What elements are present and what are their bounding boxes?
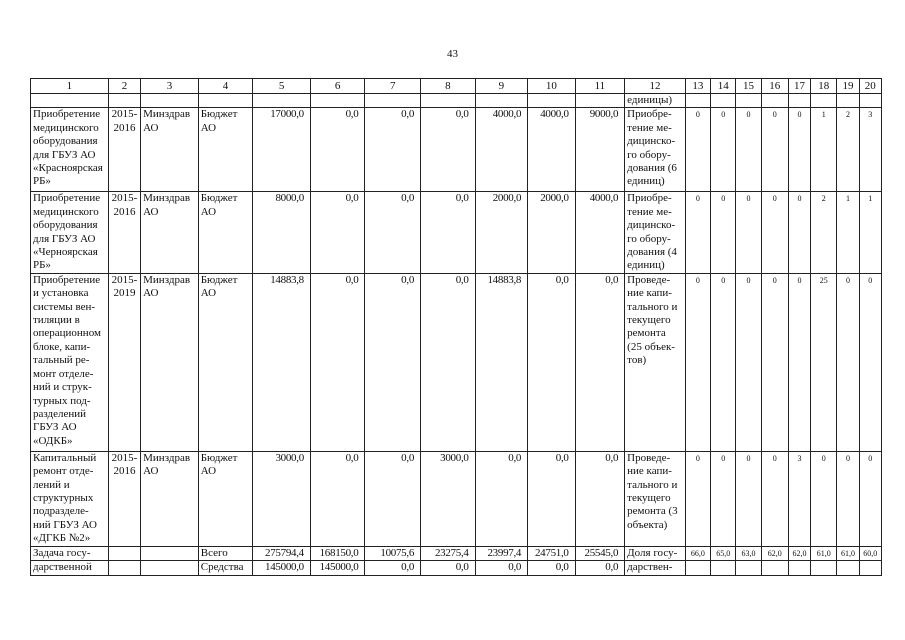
amount-cell: 275794,4: [253, 546, 311, 560]
amount-cell: 4000,0: [575, 192, 625, 273]
period: 2015- 2016: [108, 108, 140, 192]
column-number: 17: [788, 79, 810, 94]
indicator: Приобре- тение ме- дицинско- го обору- дования (6 единиц): [625, 108, 686, 192]
amount-cell: 9000,0: [575, 108, 625, 192]
column-number: 9: [475, 79, 528, 94]
target-value: 61,0: [811, 546, 837, 560]
indicator: Проведе- ние капи- тального и текущего ремонта (3 объекта): [625, 451, 686, 546]
amount-cell: 0,0: [475, 451, 528, 546]
executor: Минздрав АО: [141, 192, 199, 273]
target-value: 3: [859, 108, 881, 192]
target-value: 0: [859, 451, 881, 546]
amount-cell: 0,0: [575, 451, 625, 546]
target-value: 1: [837, 192, 859, 273]
empty-cell: [108, 561, 140, 575]
amount-cell: 145000,0: [253, 561, 311, 575]
table-row: [31, 273, 882, 451]
empty-cell: [859, 561, 881, 575]
column-number: 12: [625, 79, 686, 94]
amount-cell: 0,0: [365, 192, 421, 273]
activity-name: Приобретение медицинского оборудования для ГБУЗ АО «Красноярская РБ»: [31, 108, 109, 192]
target-value: 25: [811, 273, 837, 451]
target-value: 0: [837, 273, 859, 451]
page-number: 43: [447, 48, 458, 60]
empty-cell: [761, 561, 788, 575]
target-value: 0: [736, 451, 761, 546]
target-value: 0: [736, 108, 761, 192]
activity-name: Приобретение и установка системы вен- тиляции в операционном блоке, капи- тальный ре- монт отделе- ний и струк- турных под- разделений ГБУЗ АО «ОДКБ»: [31, 273, 109, 451]
column-number: 6: [310, 79, 365, 94]
column-number: 13: [685, 79, 710, 94]
empty-cell: [108, 546, 140, 560]
column-number: 5: [253, 79, 311, 94]
target-value: 0: [685, 192, 710, 273]
table-row: [31, 451, 882, 546]
column-number: 11: [575, 79, 625, 94]
target-value: 61,0: [837, 546, 859, 560]
table-row: [31, 192, 882, 273]
column-number: 1: [31, 79, 109, 94]
amount-cell: 0,0: [575, 561, 625, 575]
column-number: 18: [811, 79, 837, 94]
funding-source: Бюджет АО: [198, 108, 253, 192]
target-value: 63,0: [736, 546, 761, 560]
column-number: 3: [141, 79, 199, 94]
target-value: 0: [685, 451, 710, 546]
column-number: 7: [365, 79, 421, 94]
empty-cell: [788, 561, 810, 575]
empty-cell: [736, 561, 761, 575]
activity-name: Приобретение медицинского оборудования для ГБУЗ АО «Черноярская РБ»: [31, 192, 109, 273]
target-value: 0: [736, 192, 761, 273]
amount-cell: 24751,0: [528, 546, 576, 560]
column-number: 15: [736, 79, 761, 94]
target-value: 2: [811, 192, 837, 273]
empty-cell: [685, 561, 710, 575]
target-value: 0: [711, 451, 736, 546]
amount-cell: 0,0: [365, 273, 421, 451]
amount-cell: 0,0: [421, 273, 476, 451]
period: 2015- 2019: [108, 273, 140, 451]
period: 2015- 2016: [108, 192, 140, 273]
amount-cell: 0,0: [310, 192, 365, 273]
amount-cell: 0,0: [528, 451, 576, 546]
target-value: 0: [811, 451, 837, 546]
amount-cell: 0,0: [475, 561, 528, 575]
target-value: 3: [788, 451, 810, 546]
target-value: 0: [711, 108, 736, 192]
column-number: 20: [859, 79, 881, 94]
amount-cell: 0,0: [365, 451, 421, 546]
amount-cell: 0,0: [421, 192, 476, 273]
target-value: 65,0: [711, 546, 736, 560]
amount-cell: 8000,0: [253, 192, 311, 273]
empty-cell: [141, 546, 199, 560]
amount-cell: 3000,0: [421, 451, 476, 546]
amount-cell: 0,0: [575, 273, 625, 451]
continuation-text: единицы): [625, 94, 686, 108]
task-name: дарственной: [31, 561, 109, 575]
column-number: 16: [761, 79, 788, 94]
task-funds-row: [31, 561, 882, 575]
amount-cell: 0,0: [310, 108, 365, 192]
target-value: 0: [761, 451, 788, 546]
amount-cell: 14883,8: [475, 273, 528, 451]
indicator: дарствен-: [625, 561, 686, 575]
column-number: 4: [198, 79, 253, 94]
amount-cell: 4000,0: [528, 108, 576, 192]
column-number-row: [31, 79, 882, 94]
target-value: 60,0: [859, 546, 881, 560]
amount-cell: 0,0: [310, 273, 365, 451]
amount-cell: 17000,0: [253, 108, 311, 192]
amount-cell: 0,0: [310, 451, 365, 546]
amount-cell: 168150,0: [310, 546, 365, 560]
amount-cell: 0,0: [365, 561, 421, 575]
target-value: 0: [711, 192, 736, 273]
target-value: 0: [711, 273, 736, 451]
target-value: 0: [761, 108, 788, 192]
funding-source: Бюджет АО: [198, 192, 253, 273]
executor: Минздрав АО: [141, 273, 199, 451]
target-value: 1: [811, 108, 837, 192]
continuation-row: [31, 94, 882, 108]
empty-cell: [711, 561, 736, 575]
target-value: 0: [859, 273, 881, 451]
amount-cell: 23997,4: [475, 546, 528, 560]
amount-cell: 0,0: [421, 108, 476, 192]
target-value: 2: [837, 108, 859, 192]
column-number: 10: [528, 79, 576, 94]
funds-label: Средства: [198, 561, 253, 575]
funding-source: Бюджет АО: [198, 273, 253, 451]
amount-cell: 145000,0: [310, 561, 365, 575]
target-value: 1: [859, 192, 881, 273]
table-row: [31, 108, 882, 192]
amount-cell: 0,0: [365, 108, 421, 192]
amount-cell: 3000,0: [253, 451, 311, 546]
target-value: 62,0: [761, 546, 788, 560]
amount-cell: 23275,4: [421, 546, 476, 560]
target-value: 0: [837, 451, 859, 546]
column-number: 2: [108, 79, 140, 94]
target-value: 0: [685, 273, 710, 451]
amount-cell: 0,0: [421, 561, 476, 575]
amount-cell: 2000,0: [528, 192, 576, 273]
column-number: 14: [711, 79, 736, 94]
amount-cell: 4000,0: [475, 108, 528, 192]
target-value: 0: [685, 108, 710, 192]
empty-cell: [811, 561, 837, 575]
amount-cell: 2000,0: [475, 192, 528, 273]
target-value: 0: [736, 273, 761, 451]
column-number: 19: [837, 79, 859, 94]
total-label: Всего: [198, 546, 253, 560]
amount-cell: 25545,0: [575, 546, 625, 560]
funding-source: Бюджет АО: [198, 451, 253, 546]
target-value: 0: [761, 192, 788, 273]
task-total-row: [31, 546, 882, 560]
empty-cell: [141, 561, 199, 575]
program-table: [30, 78, 882, 576]
indicator: Проведе- ние капи- тального и текущего ремонта (25 объек- тов): [625, 273, 686, 451]
executor: Минздрав АО: [141, 451, 199, 546]
empty-cell: [837, 561, 859, 575]
task-name: Задача госу-: [31, 546, 109, 560]
target-value: 0: [788, 192, 810, 273]
target-value: 0: [761, 273, 788, 451]
target-value: 66,0: [685, 546, 710, 560]
executor: Минздрав АО: [141, 108, 199, 192]
activity-name: Капитальный ремонт отде- лений и структурных подразделе- ний ГБУЗ АО «ДГКБ №2»: [31, 451, 109, 546]
target-value: 0: [788, 273, 810, 451]
indicator: Приобре- тение ме- дицинско- го обору- дования (4 единиц): [625, 192, 686, 273]
column-number: 8: [421, 79, 476, 94]
amount-cell: 14883,8: [253, 273, 311, 451]
target-value: 62,0: [788, 546, 810, 560]
indicator: Доля госу-: [625, 546, 686, 560]
amount-cell: 10075,6: [365, 546, 421, 560]
period: 2015- 2016: [108, 451, 140, 546]
target-value: 0: [788, 108, 810, 192]
amount-cell: 0,0: [528, 561, 576, 575]
amount-cell: 0,0: [528, 273, 576, 451]
